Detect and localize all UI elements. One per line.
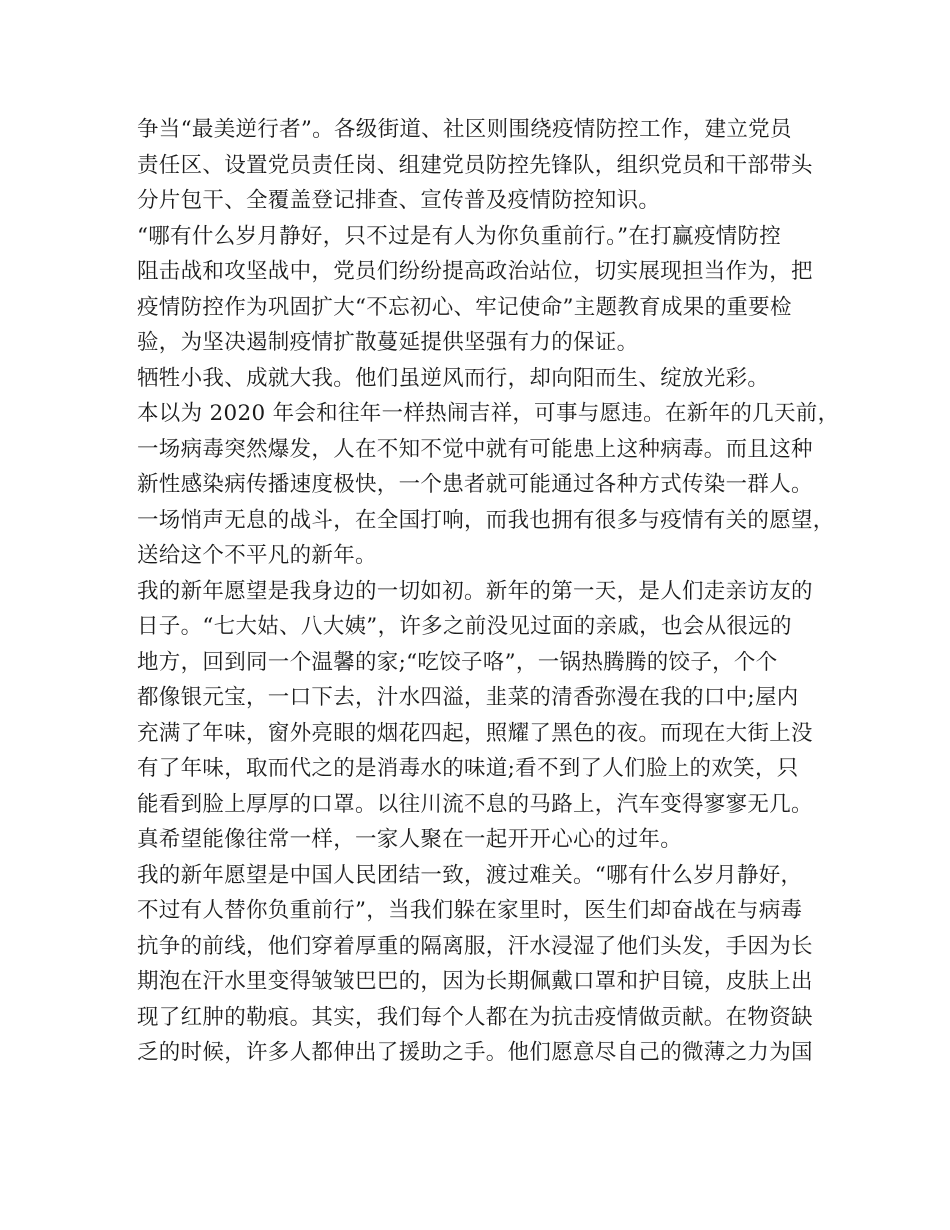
document-body bbox=[137, 112, 840, 1071]
text-line: 一场病毒突然爆发，人在不知不觉中就有可能患上这种病毒。而且这种 bbox=[137, 436, 813, 462]
text-line: “哪有什么岁月静好，只不过是有人为你负重前行。”在打赢疫情防控 bbox=[137, 223, 782, 249]
text-line: 现了红肿的勒痕。其实，我们每个人都在为抗击疫情做贡献。在物资缺 bbox=[137, 1004, 813, 1030]
text-line: 乏的时候，许多人都伸出了援助之手。他们愿意尽自己的微薄之力为国 bbox=[137, 1040, 813, 1065]
text-line: 能看到脸上厚厚的口罩。以往川流不息的马路上，汽车变得寥寥无几。 bbox=[137, 791, 813, 817]
text-line: 我的新年愿望是我身边的一切如初。新年的第一天，是人们走亲访友的 bbox=[137, 578, 813, 604]
text-line: 都像银元宝，一口下去，汁水四溢，韭菜的清香弥漫在我的口中;屋内 bbox=[137, 685, 799, 710]
text-line: 新性感染病传播速度极快，一个患者就可能通过各种方式传染一群人。 bbox=[137, 472, 813, 497]
text-line: 不过有人替你负重前行”，当我们躲在家里时，医生们却奋战在与病毒 bbox=[137, 898, 803, 923]
text-line: 期泡在汗水里变得皱皱巴巴的，因为长期佩戴口罩和护目镜，皮肤上出 bbox=[137, 969, 813, 994]
text-line: 责任区、设置党员责任岗、组建党员防控先锋队，组织党员和干部带头 bbox=[137, 152, 813, 178]
text-line: 真希望能像往常一样，一家人聚在一起开开心心的过年。 bbox=[137, 827, 683, 852]
text-line: 送给这个不平凡的新年。 bbox=[137, 543, 377, 568]
text-line: 疫情防控作为巩固扩大“不忘初心、牢记使命”主题教育成果的重要检 bbox=[137, 294, 792, 320]
text-line: 阻击战和攻坚战中，党员们纷纷提高政治站位，切实展现担当作为，把 bbox=[137, 259, 813, 284]
text-line: 我的新年愿望是中国人民团结一致，渡过难关。“哪有什么岁月静好， bbox=[137, 862, 803, 888]
text-line: 日子。“七大姑、八大姨”，许多之前没见过面的亲戚，也会从很远的 bbox=[137, 614, 792, 639]
text-line: 一场悄声无息的战斗，在全国打响，而我也拥有很多与疫情有关的愿望， bbox=[137, 507, 835, 533]
text-line: 分片包干、全覆盖登记排查、宣传普及疫情防控知识。 bbox=[137, 188, 661, 213]
text-line: 地方，回到同一个温馨的家;“吃饺子咯”，一锅热腾腾的饺子，个个 bbox=[137, 649, 778, 675]
text-line: 牺牲小我、成就大我。他们虽逆风而行，却向阳而生、绽放光彩。 bbox=[137, 365, 770, 391]
text-line: 本以为 2020 年会和往年一样热闹吉祥，可事与愿违。在新年的几天前， bbox=[137, 401, 840, 426]
text-line: 抗争的前线，他们穿着厚重的隔离服，汗水浸湿了他们头发，手因为长 bbox=[137, 933, 813, 959]
text-line: 充满了年味，窗外亮眼的烟花四起，照耀了黑色的夜。而现在大街上没 bbox=[137, 720, 813, 746]
text-line: 验，为坚决遏制疫情扩散蔓延提供坚强有力的保证。 bbox=[137, 330, 639, 355]
text-line: 争当“最美逆行者”。各级街道、社区则围绕疫情防控工作，建立党员 bbox=[137, 117, 792, 142]
text-line: 有了年味，取而代之的是消毒水的味道;看不到了人们脸上的欢笑，只 bbox=[137, 756, 799, 781]
